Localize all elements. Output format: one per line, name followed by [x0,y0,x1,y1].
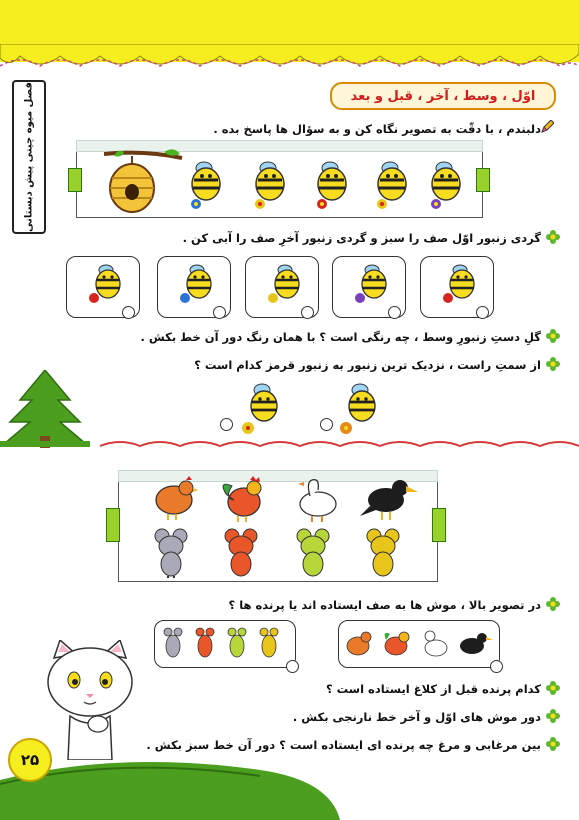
flower-bullet-icon [546,597,560,611]
lesson-title [330,82,556,110]
answer-circle[interactable] [490,660,503,673]
question-6-text: دور موش های اوّل و آخر خط نارنجی بکش . [292,710,541,724]
strip-left-tab [106,508,120,542]
question-1 [183,231,541,245]
question-4-text: در تصویر بالا ، موش ها به صف ایستاده اند یا پرنده ها ؟ [228,598,541,612]
strip-right-tab [432,508,446,542]
crow-icon [360,480,418,520]
page-number-text: ۲۵ [20,751,40,769]
card-bees [84,262,504,310]
question-4 [229,598,541,612]
question-6 [293,710,541,724]
flower-bullet-icon [546,709,560,723]
pencil-icon [540,120,554,134]
flower-bullet-icon [546,230,560,244]
question-2 [141,330,541,344]
mouse-icon [225,529,257,576]
bee-row [186,160,466,216]
bee-icon [191,162,220,209]
question-5 [326,682,541,696]
flower-bullet-icon [546,329,560,343]
intro-instruction [213,122,541,136]
flower-bullet-icon [546,357,560,371]
mouse-icon [367,529,399,576]
rooster-icon [223,476,261,522]
side-chapter-tab [12,80,46,234]
question-1-text: گردی زنبور اوّل صف را سبز و گردی زنبور آخرِ صف را آبی کن . [182,231,541,245]
mini-mice [160,626,290,660]
strip-right-tab [476,168,490,192]
flower-bullet-icon [546,681,560,695]
intro-text: دلبندم ، با دقّت به تصویر نگاه کن و به سؤال ها پاسخ بده . [213,122,541,136]
beehive-icon [104,148,184,216]
grass-divider [0,436,579,452]
side-chapter-label: فصل میوه چینی پیش دبستانی [23,82,35,232]
answer-circle[interactable] [286,660,299,673]
mouse-icon [155,529,187,578]
question-5-text: کدام پرنده قبل از کلاغ ایستاده است ؟ [325,682,541,696]
mouse-icon [297,529,329,576]
lesson-title-text: اوّل ، وسط ، آخر ، قبل و بعد [350,88,536,104]
duck-icon [298,480,336,522]
banner-wave [0,44,579,74]
page-number [8,738,52,782]
question-2-text: گلِ دستِ زنبورِ وسط ، چه رنگی است ؟ با همان رنگ دور آن خط بکش . [140,330,541,344]
bee-pair [232,382,392,440]
mini-birds [344,628,494,660]
question-7-text: بین مرغابی و مرغ چه پرنده ای ایستاده است ؟ دور آن خط سبز بکش . [146,738,541,752]
strip-left-tab [68,168,82,192]
animal-row [146,476,426,578]
chicken-icon [156,476,198,520]
question-3-text: از سمتِ راست ، نزدیک ترین زنبور به زنبور قرمز کدام است ؟ [194,358,541,372]
question-3 [194,358,541,372]
cat-character-icon [40,640,140,760]
